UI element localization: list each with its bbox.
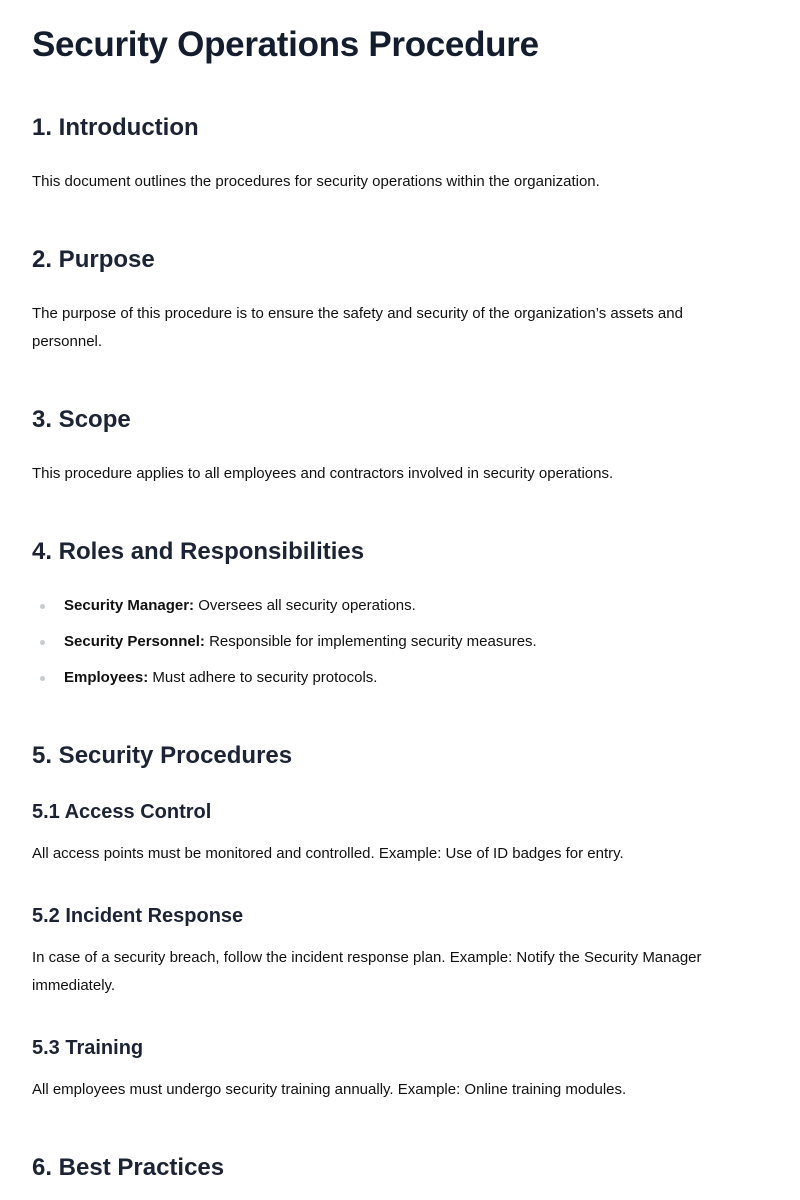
- roles-heading: 4. Roles and Responsibilities: [32, 538, 365, 565]
- bullet-icon: [40, 640, 45, 645]
- access-control-text: All access points must be monitored and controlled. Example: Use of ID badges for entry.: [32, 845, 624, 862]
- introduction-text: This document outlines the procedures for security operations within the organization.: [32, 173, 600, 190]
- page-title: Security Operations Procedure: [32, 25, 539, 64]
- incident-response-text: In case of a security breach, follow the incident response plan. Example: Notify the Security Manager immediately.: [32, 949, 702, 994]
- training-heading: 5.3 Training: [32, 1037, 144, 1059]
- list-item: [32, 628, 752, 664]
- list-item: [32, 592, 752, 628]
- role-name: Employees:: [64, 669, 149, 686]
- list-item: [32, 664, 752, 700]
- role-name: Security Manager:: [64, 597, 195, 614]
- bullet-icon: [40, 604, 45, 609]
- introduction-heading: 1. Introduction: [32, 114, 199, 141]
- incident-response-heading: 5.2 Incident Response: [32, 905, 244, 927]
- role-description: Must adhere to security protocols.: [152, 669, 378, 686]
- roles-list: [32, 592, 752, 700]
- scope-text: This procedure applies to all employees and contractors involved in security operations.: [32, 465, 614, 482]
- bullet-icon: [40, 676, 45, 681]
- role-name: Security Personnel:: [64, 633, 205, 650]
- purpose-heading: 2. Purpose: [32, 246, 155, 273]
- access-control-heading: 5.1 Access Control: [32, 801, 212, 823]
- training-text: All employees must undergo security training annually. Example: Online training modules.: [32, 1081, 627, 1098]
- role-description: Oversees all security operations.: [198, 597, 416, 614]
- purpose-text: The purpose of this procedure is to ensure the safety and security of the organization’s assets and personnel.: [32, 305, 683, 350]
- scope-heading: 3. Scope: [32, 406, 131, 433]
- role-description: Responsible for implementing security measures.: [209, 633, 537, 650]
- security-procedures-heading: 5. Security Procedures: [32, 742, 293, 769]
- best-practices-heading: 6. Best Practices: [32, 1154, 225, 1181]
